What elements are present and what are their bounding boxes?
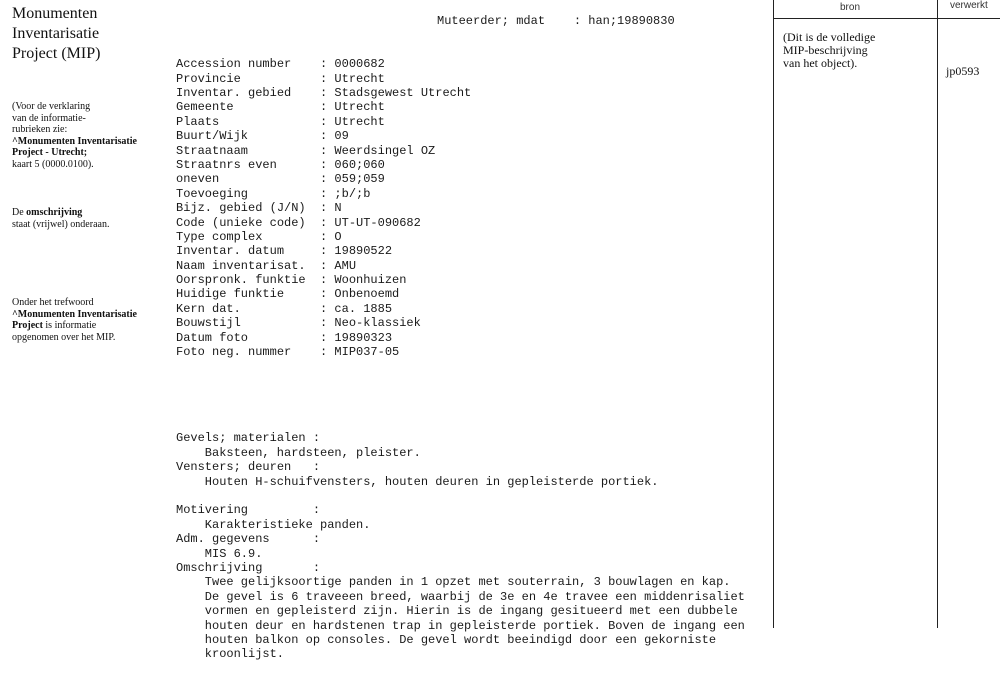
field-label: Plaats (176, 114, 220, 129)
field-value: 19890522 (334, 244, 393, 259)
field-row: Code (unieke code) : UT-UT-090682 (176, 215, 421, 230)
field-label: Bijz. gebied (J/N) (176, 201, 306, 216)
field-value: Utrecht (334, 71, 385, 86)
field-label: Straatnaam (176, 143, 249, 158)
field-row: Type complex : O (176, 229, 342, 244)
bron-line: (Dit is de volledige (783, 30, 876, 44)
field-label: Type complex (176, 229, 263, 244)
field-value: Stadsgewest Utrecht (334, 86, 472, 100)
mip-note (12, 297, 137, 343)
record-body (176, 14, 745, 676)
note-link[interactable]: Project - Utrecht; (12, 147, 88, 159)
field-row: Oorspronk. funktie : Woonhuizen (176, 273, 407, 288)
note-line: Onder het trefwoord (12, 297, 94, 308)
sidebar-title (12, 4, 150, 64)
field-label: Provincie (176, 71, 241, 86)
description-note (12, 207, 109, 230)
section-text: kroonlijst. (204, 647, 285, 662)
field-value: 09 (334, 129, 349, 144)
field-label: Gemeente (176, 100, 234, 115)
verwerkt-cell: jp0593 (946, 64, 980, 78)
field-row: Naam inventarisat. : AMU (176, 258, 357, 273)
note-link[interactable]: ^Monumenten Inventarisatie (12, 308, 137, 320)
section-label: Omschrijving : (176, 560, 321, 575)
title-line: Inventarisatie (12, 25, 100, 42)
mutator-value: han;19890830 (588, 14, 675, 28)
mutator-field: Muteerder; mdat : han;19890830 (437, 14, 675, 28)
field-row: Kern dat. : ca. 1885 (176, 301, 393, 316)
sidebar (12, 4, 150, 364)
section-text: Twee gelijksoortige panden in 1 opzet met souterrain, 3 bouwlagen en kap. (204, 575, 731, 590)
section-list (176, 431, 745, 661)
note-text: De (12, 207, 27, 218)
field-row: Toevoeging : ;b/;b (176, 186, 371, 201)
section-text: vormen en gepleisterd zijn. Hierin is de ingang gesitueerd met een dubbele (204, 604, 738, 619)
note-line: van de informatie- (12, 112, 86, 124)
note-link[interactable]: Project (12, 320, 43, 332)
section-text: MIS 6.9. (204, 546, 263, 561)
field-value: 0000682 (334, 57, 385, 72)
bron-line: van het object). (783, 56, 858, 70)
field-row: Inventar. datum : 19890522 (176, 244, 393, 259)
field-row: Bouwstijl : Neo-klassiek (176, 316, 421, 331)
field-row: Accession number : 0000682 (176, 57, 385, 72)
field-value: ca. 1885 (334, 301, 393, 316)
legend-note (12, 101, 137, 171)
field-value: Neo-klassiek (334, 316, 421, 331)
field-label: Oorspronk. funktie (176, 273, 306, 288)
field-value: N (334, 201, 342, 216)
field-list (176, 57, 745, 359)
field-value: UT-UT-090682 (334, 215, 421, 230)
field-label: Straatnrs even (176, 157, 277, 172)
field-value: AMU (334, 258, 357, 273)
note-line: (Voor de verklaring (12, 101, 91, 112)
field-row: Buurt/Wijk : 09 (176, 129, 349, 144)
section-text: Houten H-schuifvensters, houten deuren in gepleisterde portiek. (204, 474, 659, 489)
field-value: 060;060 (334, 157, 385, 172)
section-label: Motivering : (176, 503, 321, 518)
field-row: Bijz. gebied (J/N) : N (176, 201, 342, 216)
note-line: rubrieken zie: (12, 124, 68, 136)
title-line: Project (MIP) (12, 45, 101, 62)
note-link[interactable]: ^Monumenten Inventarisatie (12, 135, 137, 147)
section-text: Baksteen, hardsteen, pleister. (204, 445, 421, 460)
field-row: Datum foto : 19890323 (176, 330, 393, 345)
section-text: houten deur en hardstenen trap in gepleisterde portiek. Boven de ingang een (204, 618, 745, 633)
field-row: Plaats : Utrecht (176, 114, 385, 129)
field-label: Inventar. gebied (176, 86, 292, 100)
bron-line: MIP-beschrijving (783, 43, 868, 57)
field-row: Straatnaam : Weerdsingel OZ (176, 143, 436, 158)
field-value: Utrecht (334, 100, 385, 115)
field-value: Weerdsingel OZ (334, 143, 436, 158)
field-row: Gemeente : Utrecht (176, 100, 385, 115)
note-line: opgenomen over het MIP. (12, 331, 116, 343)
field-value: MIP037-05 (334, 345, 400, 360)
note-line: kaart 5 (0000.0100). (12, 158, 94, 170)
note-bold: omschrijving (26, 207, 83, 218)
field-row: Foto neg. nummer : MIP037-05 (176, 345, 400, 360)
field-row: Provincie : Utrecht (176, 71, 385, 86)
field-value: ;b/;b (334, 186, 371, 201)
bron-cell (783, 31, 875, 70)
field-value: Woonhuizen (334, 273, 407, 288)
field-label: Kern dat. (176, 301, 241, 316)
section-text: De gevel is 6 traveeen breed, waarbij de 3e en 4e travee een middenrisaliet (204, 589, 745, 604)
note-text: is informatie (42, 320, 97, 332)
section-label: Vensters; deuren : (176, 460, 321, 475)
field-row: oneven : 059;059 (176, 172, 385, 187)
field-label: Buurt/Wijk (176, 129, 249, 144)
field-value: 19890323 (334, 330, 393, 345)
field-label: Code (unieke code) (176, 215, 306, 230)
section-text: houten balkon op consoles. De gevel wordt beeindigd door een gekorniste (204, 632, 717, 647)
field-row: Inventar. gebied : Stadsgewest Utrecht (176, 86, 472, 100)
col-header-bron: bron (840, 2, 861, 13)
table-divider (937, 0, 938, 628)
table-header-rule (773, 18, 1000, 19)
title-line: Monumenten (12, 5, 98, 22)
section-label: Adm. gegevens : (176, 532, 321, 547)
field-label: oneven (176, 172, 220, 187)
table-divider (773, 0, 774, 628)
section-text: Karakteristieke panden. (204, 517, 371, 532)
field-row: Straatnrs even : 060;060 (176, 157, 385, 172)
field-label: Datum foto (176, 330, 249, 345)
field-label: Huidige funktie (176, 287, 285, 302)
note-line: staat (vrijwel) onderaan. (12, 218, 110, 230)
field-value: Utrecht (334, 114, 385, 129)
field-label: Foto neg. nummer (176, 345, 292, 360)
field-label: Bouwstijl (176, 316, 241, 331)
field-row: Huidige funktie : Onbenoemd (176, 287, 400, 302)
field-label: Toevoeging (176, 186, 249, 201)
field-label: Inventar. datum (176, 244, 285, 259)
field-value: 059;059 (334, 172, 385, 187)
section-label: Gevels; materialen : (176, 431, 321, 446)
field-label: Accession number (176, 57, 292, 72)
field-value: O (334, 229, 342, 244)
col-header-verwerkt: verwerkt (950, 0, 988, 11)
field-value: Onbenoemd (334, 287, 400, 302)
mutator-label: Muteerder; mdat (437, 14, 546, 28)
field-label: Naam inventarisat. (176, 258, 306, 273)
